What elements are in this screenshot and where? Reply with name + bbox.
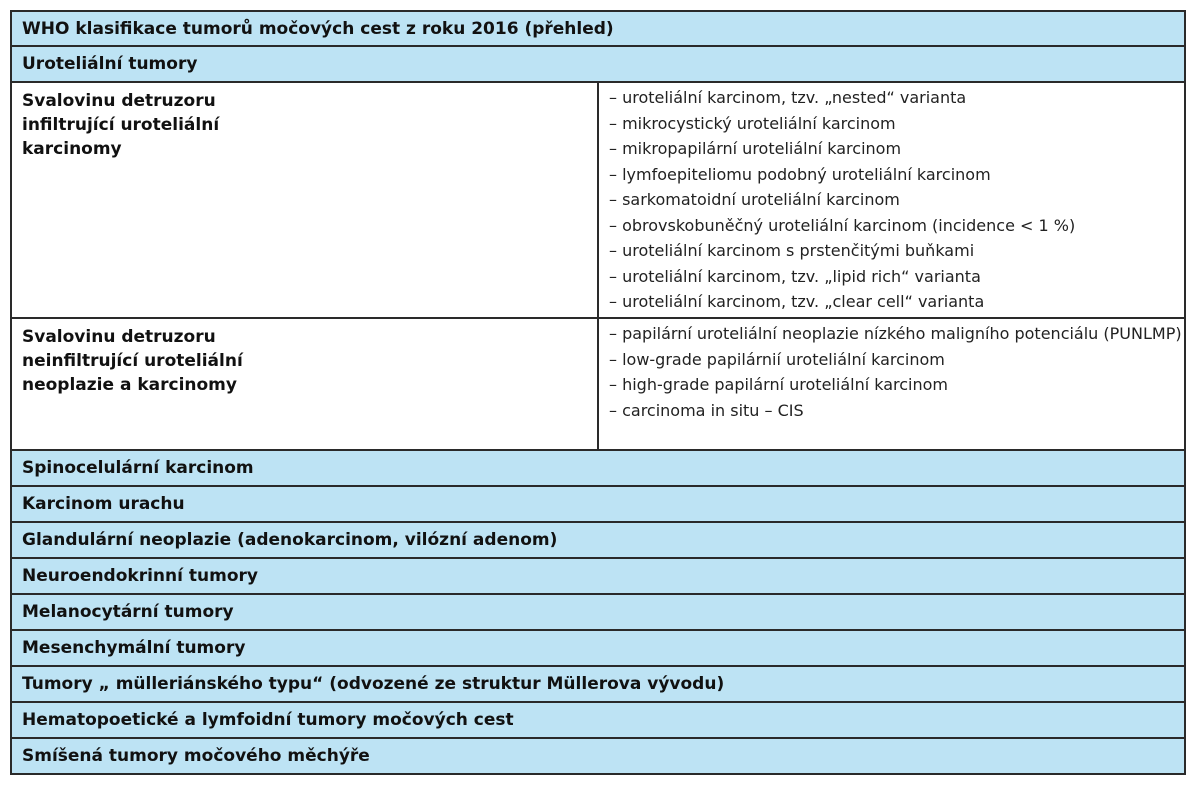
section-title: Neuroendokrinní tumory — [11, 558, 1185, 594]
section-title-urothelial: Uroteliální tumory — [11, 46, 1185, 82]
section-title: Karcinom urachu — [11, 486, 1185, 522]
section-row — [11, 666, 1185, 702]
section-row — [11, 522, 1185, 558]
list-item: – uroteliální karcinom, tzv. „nested“ varianta — [609, 88, 967, 107]
group-label-muscle-invasive — [11, 82, 598, 318]
group-row-non-muscle-invasive — [11, 318, 1185, 450]
section-row — [11, 558, 1185, 594]
list-item: – mikropapilární uroteliální karcinom — [609, 139, 902, 158]
section-title: Spinocelulární karcinom — [11, 450, 1185, 486]
group-label-non-muscle-invasive — [11, 318, 598, 450]
list-item: – carcinoma in situ – CIS — [609, 400, 804, 420]
section-title: Hematopoetické a lymfoidní tumory močových cest — [11, 702, 1185, 738]
section-title: Tumory „ mülleriánského typu“ (odvozené ze struktur Müllerova vývodu) — [11, 666, 1185, 702]
section-title: Smíšená tumory močového měchýře — [11, 738, 1185, 774]
who-classification-document — [10, 10, 1186, 775]
group-label-line: karcinomy — [22, 139, 122, 159]
list-item: – uroteliální karcinom, tzv. „clear cell“ varianta — [609, 292, 985, 311]
section-row — [11, 450, 1185, 486]
list-item: – low-grade papilárnií uroteliální karcinom — [609, 349, 945, 369]
section-title: Mesenchymální tumory — [11, 630, 1185, 666]
section-title: Glandulární neoplazie (adenokarcinom, vilózní adenom) — [11, 522, 1185, 558]
list-item: – obrovskobuněčný uroteliální karcinom (incidence < 1 %) — [609, 215, 1076, 235]
list-item: – high-grade papilární uroteliální karcinom — [609, 375, 949, 394]
group-label-line: Svalovinu detruzoru — [22, 327, 216, 347]
group-row-muscle-invasive — [11, 82, 1185, 318]
section-row — [11, 594, 1185, 630]
section-row — [11, 486, 1185, 522]
group-label-line: neoplazie a karcinomy — [22, 375, 237, 395]
list-item: – uroteliální karcinom s prstenčitými buňkami — [609, 241, 975, 260]
list-item: – papilární uroteliální neoplazie nízkého maligního potenciálu (PUNLMP) — [609, 324, 1182, 343]
list-item: – lymfoepiteliomu podobný uroteliální karcinom — [609, 164, 991, 184]
table-title: WHO klasifikace tumorů močových cest z roku 2016 (přehled) — [11, 11, 1185, 46]
group-items-muscle-invasive — [598, 82, 1185, 318]
section-title: Melanocytární tumory — [11, 594, 1185, 630]
list-item: – sarkomatoidní uroteliální karcinom — [609, 190, 900, 209]
classification-table — [10, 10, 1186, 775]
section-row — [11, 630, 1185, 666]
group-label-line: Svalovinu detruzoru — [22, 91, 216, 111]
section-row — [11, 738, 1185, 774]
group-label-line: neinfiltrující uroteliální — [22, 351, 243, 371]
group-label-line: infiltrující uroteliální — [22, 115, 220, 135]
group-items-non-muscle-invasive — [598, 318, 1185, 450]
table-title-row — [11, 11, 1185, 46]
section-row-urothelial — [11, 46, 1185, 82]
section-row — [11, 702, 1185, 738]
list-item: – mikrocystický uroteliální karcinom — [609, 113, 896, 133]
list-item: – uroteliální karcinom, tzv. „lipid rich“ varianta — [609, 266, 981, 286]
